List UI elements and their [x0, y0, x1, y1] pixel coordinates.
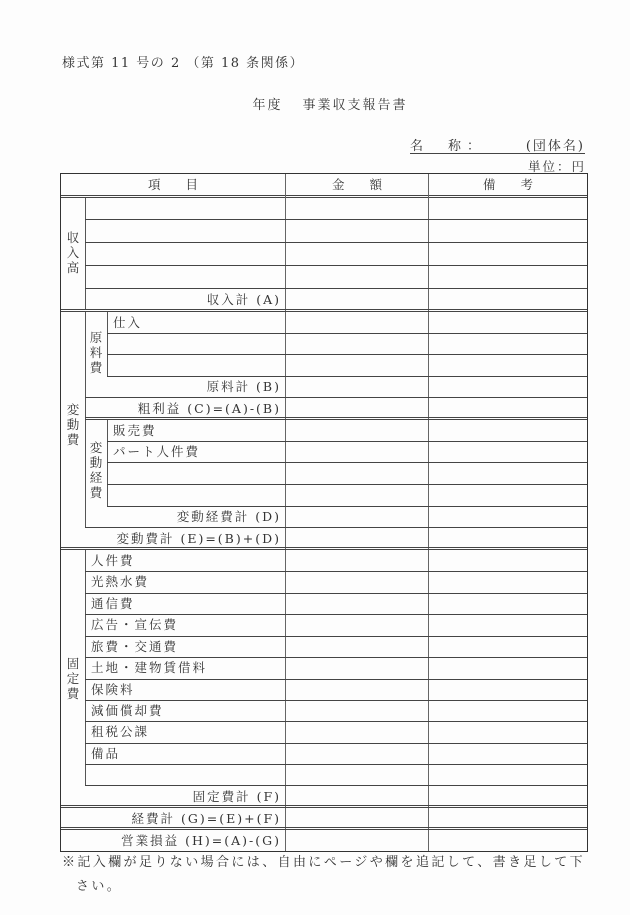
variable-total-label: 変動費計 (E)=(B)+(D): [116, 531, 281, 546]
row-divider: [85, 265, 587, 266]
amount-column-divider: [285, 174, 286, 851]
row-divider: [85, 679, 587, 680]
income-group-label: 収入高: [66, 230, 80, 275]
section-divider: [61, 547, 587, 550]
fixed-row: 減価償却費: [91, 703, 164, 718]
footer-note-line2: さい。: [76, 879, 123, 894]
row-divider: [85, 721, 587, 722]
materials-row-purchase: 仕入: [113, 315, 143, 330]
fixed-row: 広告・宣伝費: [91, 617, 179, 632]
header-remarks: 備 考: [482, 177, 533, 192]
fiscal-year-label: 年度: [252, 98, 283, 113]
variable-expenses-group-label: 変動経費: [89, 440, 103, 500]
fixed-row: 通信費: [91, 596, 135, 611]
gross-profit-label: 粗利益 (C)=(A)-(B): [137, 401, 281, 416]
row-divider: [85, 593, 587, 594]
fixed-row: 保険料: [91, 682, 135, 697]
fixed-row: 人件費: [91, 553, 135, 568]
footer-note-line1: ※記入欄が足りない場合には、自由にページや欄を追記して、書き足して下: [62, 855, 586, 870]
fixed-subtotal-label: 固定費計 (F): [192, 789, 281, 804]
row-divider: [107, 484, 587, 485]
fixed-row: 土地・建物賃借料: [91, 660, 208, 675]
variable-row-parttime: パート人件費: [113, 444, 201, 459]
remarks-column-divider: [428, 174, 429, 851]
fixed-row: 租税公課: [91, 724, 150, 739]
organization-name-field[interactable]: [410, 135, 585, 154]
row-divider: [107, 354, 587, 355]
row-divider: [85, 242, 587, 243]
expense-total-label: 経費計 (G)=(E)+(F): [131, 811, 281, 826]
row-divider: [107, 333, 587, 334]
page-title: [0, 94, 630, 113]
header-amount: 金 額: [331, 177, 382, 192]
materials-group-label: 原料費: [89, 330, 103, 375]
header-divider: [61, 195, 587, 198]
organization-name-value: (団体名): [525, 139, 585, 154]
income-subtotal-label: 収入計 (A): [206, 292, 281, 307]
report-title: 事業収支報告書: [302, 98, 408, 113]
row-divider: [107, 462, 587, 463]
fixed-group-label: 固定費: [66, 656, 80, 701]
operating-profit-label: 営業損益 (H)=(A)-(G): [121, 833, 281, 848]
variable-expenses-subtotal-label: 変動経費計 (D): [176, 509, 281, 524]
fixed-label-divider: [85, 550, 86, 785]
unit-label: 単位：円: [527, 159, 586, 174]
form-number: 様式第 11 号の 2 （第 18 条関係）: [62, 56, 305, 71]
report-table: [60, 173, 588, 852]
header-item: 項 目: [147, 177, 198, 192]
variable-row-sales: 販売費: [113, 423, 157, 438]
footer-note: [62, 851, 602, 899]
row-divider: [85, 571, 587, 572]
row-divider: [85, 764, 587, 765]
fixed-row: 備品: [91, 746, 121, 761]
section-divider: [85, 417, 587, 420]
variable-group-label: 変動費: [66, 402, 80, 447]
materials-subtotal-label: 原料計 (B): [206, 379, 281, 394]
row-divider: [85, 743, 587, 744]
fixed-row: 光熱水費: [91, 574, 150, 589]
variable-expenses-label-divider: [107, 420, 108, 506]
row-divider: [85, 219, 587, 220]
name-label: 名 称：: [410, 139, 487, 154]
materials-label-divider: [107, 312, 108, 376]
fixed-row: 旅費・交通費: [91, 639, 179, 654]
